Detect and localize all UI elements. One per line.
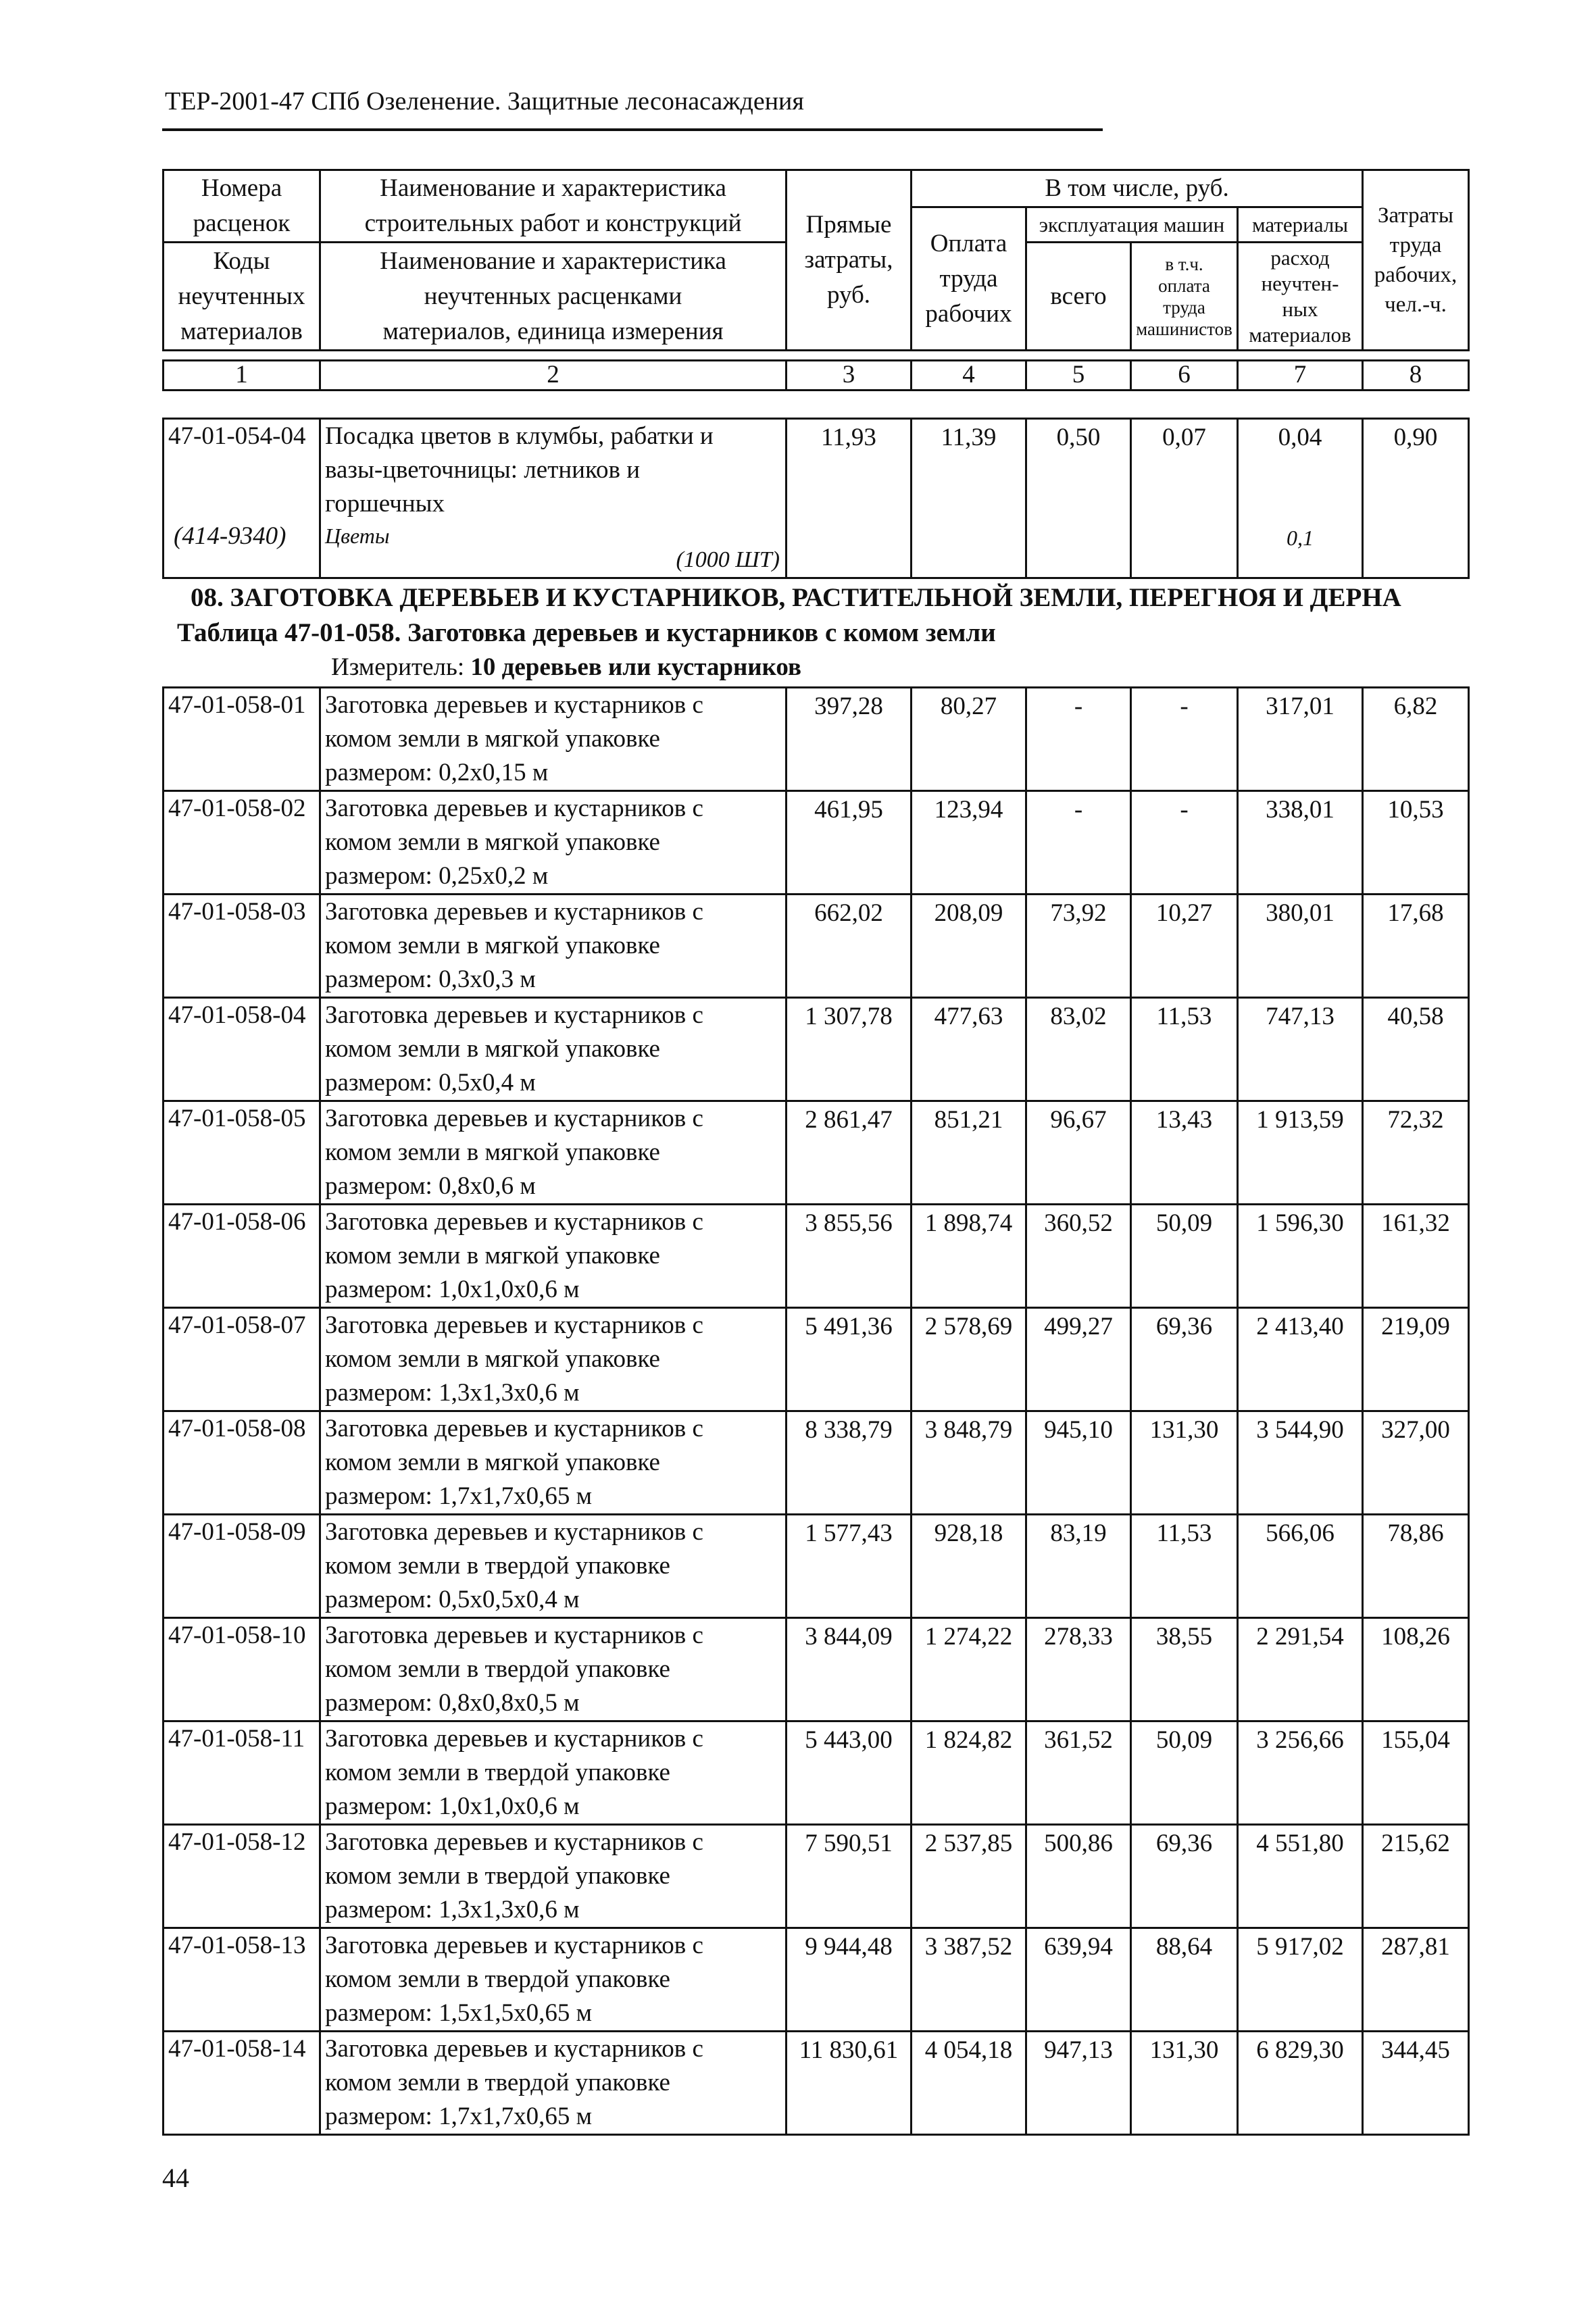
work-description: Заготовка деревьев и кустарников с комом земли в мягкой упаковке размером: 1,3х1,3х0,6 м: [320, 1308, 787, 1411]
worker-pay: 1 824,82: [912, 1721, 1026, 1825]
machines-total: 0,50: [1026, 419, 1131, 578]
column-number: 3: [787, 361, 912, 391]
materials-cost: 5 917,02: [1238, 1928, 1363, 2032]
labor-hours: 287,81: [1363, 1928, 1469, 2032]
table-row: [164, 688, 1469, 791]
machinists-pay: 38,55: [1131, 1618, 1238, 1721]
direct-costs: 11,93: [787, 419, 912, 578]
description-cell: Посадка цветов в клумбы, рабатки и вазы-цветочницы: летников и горшечных Цветы (1000 ШТ): [320, 419, 787, 578]
machines-total: -: [1026, 791, 1131, 895]
direct-costs: 11 830,61: [787, 2032, 912, 2135]
machinists-pay: 13,43: [1131, 1101, 1238, 1205]
machinists-pay: 50,09: [1131, 1721, 1238, 1825]
rate-code: 47-01-058-03: [164, 895, 320, 998]
header-machine-operation: эксплуатация машин: [1026, 207, 1238, 243]
rate-code: 47-01-058-08: [164, 1411, 320, 1515]
labor-hours: 40,58: [1363, 998, 1469, 1101]
machinists-pay: -: [1131, 791, 1238, 895]
direct-costs: 3 844,09: [787, 1618, 912, 1721]
machines-total: 360,52: [1026, 1205, 1131, 1308]
direct-costs: 461,95: [787, 791, 912, 895]
machinists-pay: 88,64: [1131, 1928, 1238, 2032]
direct-costs: 1 577,43: [787, 1515, 912, 1618]
materials-cost: 2 291,54: [1238, 1618, 1363, 1721]
header-work-name: Наименование и характеристика строительных работ и конструкций: [320, 170, 787, 243]
labor-hours: 108,26: [1363, 1618, 1469, 1721]
header-unaccounted-names: Наименование и характеристика неучтенных расценками материалов, единица измерения: [320, 243, 787, 351]
labor-hours: 219,09: [1363, 1308, 1469, 1411]
worker-pay: 11,39: [912, 419, 1026, 578]
table-row: [164, 1205, 1469, 1308]
materials-cost: 1 913,59: [1238, 1101, 1363, 1205]
worker-pay: 3 387,52: [912, 1928, 1026, 2032]
direct-costs: 2 861,47: [787, 1101, 912, 1205]
material-quantity: 0,1: [1287, 526, 1314, 550]
header-unaccounted-materials: расход неучтен- ных материалов: [1238, 243, 1363, 351]
page-number: 44: [162, 2163, 189, 2193]
worker-pay: 123,94: [912, 791, 1026, 895]
column-number: 4: [912, 361, 1026, 391]
rows-body: [164, 688, 1469, 2135]
table-47-01-058: [162, 686, 1470, 2136]
worker-pay: 928,18: [912, 1515, 1026, 1618]
table-row: [164, 1825, 1469, 1928]
machinists-pay: -: [1131, 688, 1238, 791]
work-description: Заготовка деревьев и кустарников с комом земли в твердой упаковке размером: 0,8х0,8х0,5 м: [320, 1618, 787, 1721]
direct-costs: 5 491,36: [787, 1308, 912, 1411]
measure-unit: Измеритель: 10 деревьев или кустарников: [331, 653, 801, 681]
table-row: [164, 1515, 1469, 1618]
rate-code: 47-01-058-06: [164, 1205, 320, 1308]
table-row: [164, 895, 1469, 998]
worker-pay: 4 054,18: [912, 2032, 1026, 2135]
table-row: [164, 1101, 1469, 1205]
flowers-planting-table: [162, 418, 1470, 579]
material-code: (414-9340): [174, 522, 286, 550]
labor-hours: 72,32: [1363, 1101, 1469, 1205]
rate-code: 47-01-058-13: [164, 1928, 320, 2032]
machinists-pay: 131,30: [1131, 2032, 1238, 2135]
work-description: Заготовка деревьев и кустарников с комом земли в мягкой упаковке размером: 0,5х0,4 м: [320, 998, 787, 1101]
labor-hours: 10,53: [1363, 791, 1469, 895]
table-row: [164, 1618, 1469, 1721]
direct-costs: 397,28: [787, 688, 912, 791]
material-name: Цветы: [325, 524, 390, 548]
labor-hours: 215,62: [1363, 1825, 1469, 1928]
machines-total: 96,67: [1026, 1101, 1131, 1205]
column-number: 6: [1131, 361, 1238, 391]
labor-hours: 0,90: [1363, 419, 1469, 578]
machines-total: 83,02: [1026, 998, 1131, 1101]
machines-total: 73,92: [1026, 895, 1131, 998]
rate-code: 47-01-058-07: [164, 1308, 320, 1411]
header-unaccounted-codes: Коды неучтенных материалов: [164, 243, 320, 351]
header-rule: [162, 128, 1103, 131]
work-description: Заготовка деревьев и кустарников с комом земли в мягкой упаковке размером: 0,2х0,15 м: [320, 688, 787, 791]
labor-hours: 17,68: [1363, 895, 1469, 998]
worker-pay: 851,21: [912, 1101, 1026, 1205]
machinists-pay: 11,53: [1131, 1515, 1238, 1618]
column-number-row: [162, 359, 1470, 391]
direct-costs: 7 590,51: [787, 1825, 912, 1928]
column-number: 8: [1363, 361, 1469, 391]
rate-code: 47-01-058-02: [164, 791, 320, 895]
materials-cost: 0,04 0,1: [1238, 419, 1363, 578]
header-labor-hours: Затраты труда рабочих, чел.-ч.: [1363, 170, 1469, 351]
machines-total: 83,19: [1026, 1515, 1131, 1618]
direct-costs: 5 443,00: [787, 1721, 912, 1825]
header-including-group: В том числе, руб.: [912, 170, 1363, 207]
materials-cost: 4 551,80: [1238, 1825, 1363, 1928]
labor-hours: 327,00: [1363, 1411, 1469, 1515]
rate-code: 47-01-058-11: [164, 1721, 320, 1825]
work-description: Заготовка деревьев и кустарников с комом земли в мягкой упаковке размером: 0,25х0,2 м: [320, 791, 787, 895]
rate-code: 47-01-058-09: [164, 1515, 320, 1618]
header-machinists-pay: в т.ч. оплата труда машинистов: [1131, 243, 1238, 351]
column-number: 2: [320, 361, 787, 391]
machines-total: -: [1026, 688, 1131, 791]
materials-cost: 380,01: [1238, 895, 1363, 998]
machines-total: 278,33: [1026, 1618, 1131, 1721]
rate-code: 47-01-058-10: [164, 1618, 320, 1721]
table-row: [164, 2032, 1469, 2135]
header-rate-numbers: Номера расценок: [164, 170, 320, 243]
labor-hours: 161,32: [1363, 1205, 1469, 1308]
worker-pay: 1 274,22: [912, 1618, 1026, 1721]
table-row: [164, 998, 1469, 1101]
worker-pay: 2 578,69: [912, 1308, 1026, 1411]
work-description: Заготовка деревьев и кустарников с комом земли в мягкой упаковке размером: 1,7х1,7х0,65 м: [320, 1411, 787, 1515]
labor-hours: 155,04: [1363, 1721, 1469, 1825]
worker-pay: 3 848,79: [912, 1411, 1026, 1515]
header-worker-pay: Оплата труда рабочих: [912, 207, 1026, 351]
machinists-pay: 131,30: [1131, 1411, 1238, 1515]
rate-code-cell: 47-01-054-04 (414-9340): [164, 419, 320, 578]
worker-pay: 80,27: [912, 688, 1026, 791]
materials-cost: 1 596,30: [1238, 1205, 1363, 1308]
work-description: Заготовка деревьев и кустарников с комом земли в твердой упаковке размером: 1,3х1,3х0,6 м: [320, 1825, 787, 1928]
table-row: [164, 419, 1469, 578]
direct-costs: 9 944,48: [787, 1928, 912, 2032]
rate-code: 47-01-058-14: [164, 2032, 320, 2135]
direct-costs: 662,02: [787, 895, 912, 998]
materials-cost: 317,01: [1238, 688, 1363, 791]
running-header: ТЕР-2001-47 СПб Озеленение. Защитные лесонасаждения: [165, 87, 804, 116]
table-row: [164, 1308, 1469, 1411]
work-description: Заготовка деревьев и кустарников с комом земли в твердой упаковке размером: 1,0х1,0х0,6 м: [320, 1721, 787, 1825]
labor-hours: 344,45: [1363, 2032, 1469, 2135]
worker-pay: 477,63: [912, 998, 1026, 1101]
column-number: 7: [1238, 361, 1363, 391]
worker-pay: 1 898,74: [912, 1205, 1026, 1308]
materials-cost: 3 544,90: [1238, 1411, 1363, 1515]
machinists-pay: 69,36: [1131, 1308, 1238, 1411]
machinists-pay: 50,09: [1131, 1205, 1238, 1308]
direct-costs: 3 855,56: [787, 1205, 912, 1308]
worker-pay: 2 537,85: [912, 1825, 1026, 1928]
table-row: [164, 791, 1469, 895]
header-machines-total: всего: [1026, 243, 1131, 351]
machines-total: 500,86: [1026, 1825, 1131, 1928]
worker-pay: 208,09: [912, 895, 1026, 998]
machinists-pay: 10,27: [1131, 895, 1238, 998]
work-description: Заготовка деревьев и кустарников с комом земли в твердой упаковке размером: 0,5х0,5х0,4 м: [320, 1515, 787, 1618]
machinists-pay: 0,07: [1131, 419, 1238, 578]
column-number: 1: [164, 361, 320, 391]
material-unit: (1000 ШТ): [676, 547, 780, 572]
table-row: [164, 1721, 1469, 1825]
machines-total: 947,13: [1026, 2032, 1131, 2135]
table-title: Таблица 47-01-058. Заготовка деревьев и кустарников с комом земли: [177, 618, 996, 647]
work-description: Заготовка деревьев и кустарников с комом земли в мягкой упаковке размером: 1,0х1,0х0,6 м: [320, 1205, 787, 1308]
table-row: [164, 1928, 1469, 2032]
work-description: Заготовка деревьев и кустарников с комом земли в твердой упаковке размером: 1,7х1,7х0,65 м: [320, 2032, 787, 2135]
header-direct-costs: Прямые затраты, руб.: [787, 170, 912, 351]
table-row: [164, 1411, 1469, 1515]
work-description: Заготовка деревьев и кустарников с комом земли в мягкой упаковке размером: 0,8х0,6 м: [320, 1101, 787, 1205]
machines-total: 639,94: [1026, 1928, 1131, 2032]
machines-total: 361,52: [1026, 1721, 1131, 1825]
labor-hours: 6,82: [1363, 688, 1469, 791]
labor-hours: 78,86: [1363, 1515, 1469, 1618]
section-title: 08. ЗАГОТОВКА ДЕРЕВЬЕВ И КУСТАРНИКОВ, РАСТИТЕЛЬНОЙ ЗЕМЛИ, ПЕРЕГНОЯ И ДЕРНА: [191, 583, 1401, 612]
work-description: Заготовка деревьев и кустарников с комом земли в мягкой упаковке размером: 0,3х0,3 м: [320, 895, 787, 998]
machines-total: 945,10: [1026, 1411, 1131, 1515]
materials-cost: 566,06: [1238, 1515, 1363, 1618]
rate-code: 47-01-058-12: [164, 1825, 320, 1928]
direct-costs: 1 307,78: [787, 998, 912, 1101]
rate-code: 47-01-058-05: [164, 1101, 320, 1205]
column-header-table: [162, 169, 1470, 351]
materials-cost: 747,13: [1238, 998, 1363, 1101]
rate-code: 47-01-058-04: [164, 998, 320, 1101]
materials-cost: 2 413,40: [1238, 1308, 1363, 1411]
header-materials: материалы: [1238, 207, 1363, 243]
materials-cost: 3 256,66: [1238, 1721, 1363, 1825]
machines-total: 499,27: [1026, 1308, 1131, 1411]
materials-cost: 338,01: [1238, 791, 1363, 895]
machinists-pay: 69,36: [1131, 1825, 1238, 1928]
materials-cost: 6 829,30: [1238, 2032, 1363, 2135]
machinists-pay: 11,53: [1131, 998, 1238, 1101]
direct-costs: 8 338,79: [787, 1411, 912, 1515]
rate-code: 47-01-058-01: [164, 688, 320, 791]
column-number: 5: [1026, 361, 1131, 391]
work-description: Заготовка деревьев и кустарников с комом земли в твердой упаковке размером: 1,5х1,5х0,65 м: [320, 1928, 787, 2032]
